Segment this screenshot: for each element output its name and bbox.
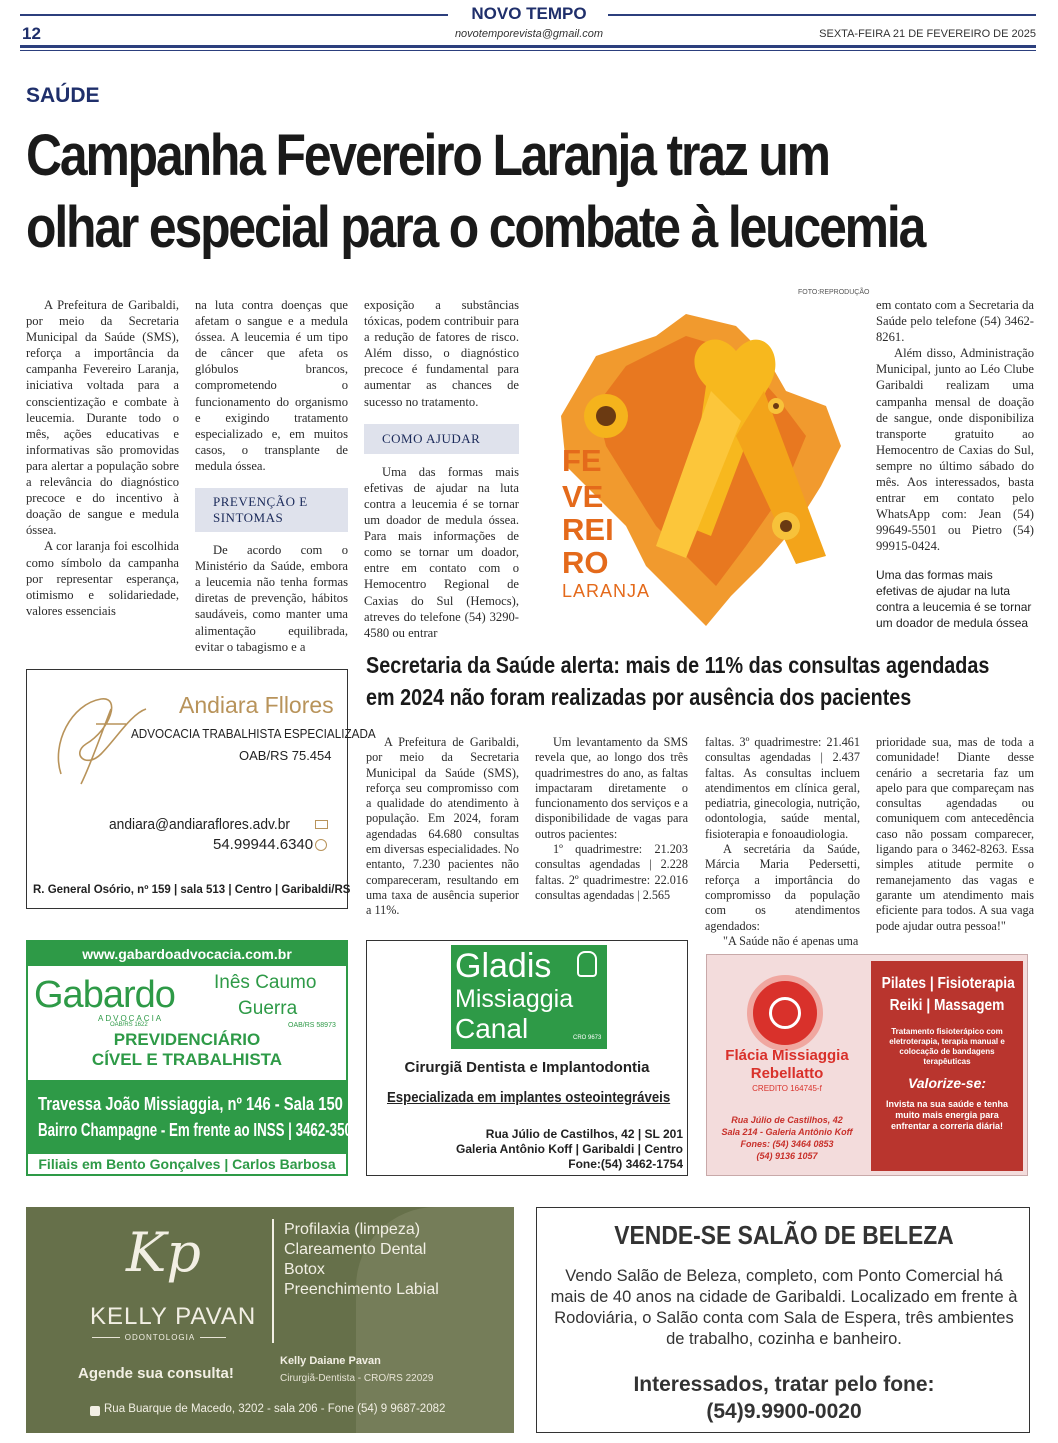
gabardo-branches: Filiais em Bento Gonçalves | Carlos Barbosa (38, 1156, 336, 1172)
gabardo-url: www.gabardoadvocacia.com.br (28, 942, 346, 966)
article2-col3 (705, 735, 860, 949)
gabardo-area-2: CÍVEL E TRABALHISTA (91, 1050, 283, 1069)
andiara-address: R. General Osório, nº 159 | sala 513 | Centro | Garibaldi/RS (33, 884, 351, 896)
paragraph: exposição a substâncias tóxicas, podem contribuir para a redução de fatores de risco. Além disso, o diagnóstico precoce é fundamental para aumentar as chances de sucesso no tratamento. (364, 298, 519, 409)
kp-monogram-icon: Kp (126, 1221, 201, 1284)
article2-col4 (876, 735, 1034, 934)
flacia-services-panel (871, 961, 1023, 1171)
paragraph: A Prefeitura de Garibaldi, por meio da Secretaria Municipal da Saúde (SMS), reforça a importância da campanha Fevereiro Laranja, iniciativa voltada para a conscientização e combate à leucemia. Durante todo o mês, ações educativas e informativas são promovidas para alertar a população sobre a relevância do diagnóstico precoce e do incentivo à doação de sangue e medula óssea. (26, 298, 179, 538)
flacia-address-3: Fones: (54) 3464 0853 (740, 1139, 834, 1149)
gladis-name-3: Canal (455, 1013, 529, 1044)
section-label: SAÚDE (26, 84, 100, 107)
issue-date: SEXTA-FEIRA 21 DE FEVEREIRO DE 2025 (819, 28, 1036, 40)
gladis-name-2: Missiaggia (455, 985, 574, 1013)
salao-cta-1: Interessados, tratar pelo fone: (633, 1373, 935, 1396)
flacia-desc: Tratamento fisioterápico com eletroterapia, terapia manual e colocação de bandagens terapêuticas (889, 1027, 1005, 1066)
paragraph: De acordo com o Ministério da Saúde, embora a leucemia não tenha formas diretas de prevenção, hábitos saudáveis, como manter uma alimentação equilibrada, evitar o tabagismo e a (195, 543, 348, 654)
flacia-address-2: Sala 214 - Galeria Antônio Koff (721, 1127, 853, 1137)
kelly-role: Cirurgiã-Dentista - CRO/RS 22029 (280, 1373, 434, 1384)
flacia-service-2: Reiki | Massagem (889, 997, 1005, 1014)
kelly-brand-sub: ODONTOLOGIA (120, 1333, 200, 1342)
kelly-address: Rua Buarque de Macedo, 3202 - sala 206 - Fone (54) 9 9687-2082 (104, 1403, 446, 1415)
poster-ve: VE (562, 479, 604, 514)
gladis-name-1: Gladis (455, 947, 552, 985)
mail-icon (315, 820, 328, 829)
gladis-title: Cirurgiã Dentista e Implantodontia (404, 1059, 650, 1076)
gabardo-address-2: Bairro Champagne - Em frente ao INSS | 3462-3508 (38, 1120, 360, 1140)
gladis-address-2: Galeria Antônio Koff | Garibaldi | Centro (456, 1142, 683, 1156)
paragraph: Uma das formas mais efetivas de ajudar na luta contra a leucemia é se tornar um doador de medula óssea. Para mais informações de como se tornar um doador, entre em contato com o Hemocentro Regional de Caxias do Sul (Hemocs), atreves do telefone (54) 3290-4580 ou entrar (364, 464, 519, 640)
headline-line-2: olhar especial para o combate à leucemia (26, 195, 925, 260)
gladis-address-3: Fone:(54) 3462-1754 (568, 1157, 683, 1171)
flacia-service-1: Pilates | Fisioterapia (881, 975, 1015, 992)
flacia-valorize: Valorize-se: (907, 1075, 987, 1091)
headline-line-1: Campanha Fevereiro Laranja traz um (26, 123, 829, 188)
paragraph: faltas. 3º quadrimestre: 21.461 consultas agendadas | 2.437 faltas. As consultas incluem atendimentos em clínica geral, pediatria, ginecologia, nutrição, odontologia, saúde mental, fisioterapia e fonoaudiologia. (705, 735, 860, 841)
paragraph: Um levantamento da SMS revela que, ao longo dos três quadrimestres do ano, as faltas impactaram diretamente o funcionamento dos serviços e a disponibilidade de vagas para outros pacientes: (535, 735, 688, 841)
poster-fe: FE (562, 443, 602, 478)
salao-title: VENDE-SE SALÃO DE BELEZA (614, 1220, 954, 1250)
photo-caption: Uma das formas mais efetivas de ajudar na luta contra a leucemia é se tornar um doador de medula óssea (876, 567, 1032, 630)
paragraph: Além disso, Administração Municipal, junto ao Léo Clube Garibaldi realizam uma campanha mensal de doação de sangue, onde disponibiliza transporte gratuito ao Hemocentro de Caxias do Sul, sempre no último sábado do mês. Aos interessados, basta entrar em contato pelo WhatsApp com: Jean (54) 99649-5501 ou Pietro (54) 99915-0424. (876, 346, 1034, 554)
tooth-icon (577, 951, 597, 977)
paper-email: novotemporevista@gmail.com (454, 28, 604, 40)
gabardo-address-1: Travessa João Missiaggia, nº 146 - Sala 150 (38, 1094, 343, 1114)
kelly-service-2: Clareamento Dental (284, 1241, 427, 1258)
gabardo-brand-sub: ADVOCACIA (98, 1014, 164, 1023)
gladis-address-1: Rua Júlio de Castilhos, 42 | SL 201 (485, 1127, 683, 1141)
ad-gladis[interactable] (366, 940, 688, 1176)
paragraph: A Prefeitura de Garibaldi, por meio da Secretaria Municipal da Saúde (SMS), reforça seu compromisso com a qualidade do atendimento à população. Em 2024, foram agendadas 64.680 consultas em diversas especialidades. No entanto, 7.230 pacientes não compareceram, resultando em uma taxa de ausência superior a 11%. (366, 735, 519, 918)
gabardo-area-1: PREVIDENCIÁRIO (113, 1030, 261, 1049)
poster-ro: RO (562, 545, 609, 580)
service-divider (272, 1219, 274, 1343)
article2-headline-2: em 2024 não foram realizadas por ausência dos pacientes (366, 684, 912, 710)
fevereiro-laranja-poster (536, 296, 860, 634)
paragraph: 1º quadrimestre: 21.203 consultas agendadas | 2.228 faltas. 2º quadrimestre: 22.016 consultas agendadas | 2.565 (535, 842, 688, 902)
paragraph: na luta contra doenças que afetam o sangue e a medula óssea. A leucemia é um tipo de câncer que afeta os glóbulos brancos, comprometendo o funcionamento do organismo e exigindo tratamento especializado e, em muitos casos, o transplante de medula óssea. (195, 298, 348, 473)
article1-col4 (876, 297, 1034, 631)
andiara-email: andiara@andiaraflores.adv.br (109, 816, 290, 833)
location-icon (90, 1406, 100, 1416)
subheading-prevencao: PREVENÇÃO E SINTOMAS (195, 488, 348, 532)
andiara-name: Andiara Fllores (179, 692, 334, 718)
salao-body: Vendo Salão de Beleza, completo, com Ponto Comercial há mais de 40 anos na cidade de Garibaldi. Localizado em frente à Rodoviária, o Salão conta com Sala de Espera, três ambientes de trabalho, cozinha e banheiro. (550, 1267, 1018, 1348)
gabardo-person-1: Inês Caumo (214, 972, 317, 993)
flacia-address-4: (54) 9136 1057 (756, 1151, 818, 1161)
ad-flacia[interactable] (706, 954, 1028, 1176)
kelly-brand: KELLY PAVAN (90, 1303, 257, 1330)
photo-credit: FOTO:REPRODUÇÃO (798, 289, 870, 296)
poster-rei: REI (562, 512, 614, 547)
page-number: 12 (22, 24, 41, 43)
flacia-name-2: Rebellatto (750, 1065, 824, 1082)
paragraph: "A Saúde não é apenas uma (723, 933, 859, 948)
subheading-como-ajudar: COMO AJUDAR (364, 424, 519, 454)
article1-col2 (195, 297, 348, 655)
article2-headline-1: Secretaria da Saúde alerta: mais de 11% das consultas agendadas (366, 652, 990, 678)
kelly-service-1: Profilaxia (limpeza) (284, 1221, 421, 1238)
paragraph: em contato com a Secretaria da Saúde pelo telefone (54) 3462-8261. (876, 298, 1034, 345)
article2-col2 (535, 735, 688, 903)
kelly-cta: Agende sua consulta! (78, 1365, 234, 1382)
paragraph: A secretária da Saúde, Márcia Maria Pedersetti, reforça a importância do compromisso da população com os atendimentos agendados: (705, 842, 860, 933)
gabardo-address-bar (28, 1080, 360, 1154)
andiara-phone: 54.99944.6340 (213, 836, 314, 853)
andiara-subtitle: ADVOCACIA TRABALHISTA ESPECIALIZADA (131, 726, 376, 741)
andiara-oab: OAB/RS 75.454 (239, 748, 332, 763)
article1-col1 (26, 297, 179, 619)
article1-col3 (364, 297, 519, 641)
gabardo-brand: Gabardo (34, 974, 175, 1016)
kelly-service-4: Preenchimento Labial (284, 1281, 439, 1298)
gladis-cro: CRO 9673 (573, 1035, 602, 1041)
kelly-service-3: Botox (284, 1261, 325, 1278)
article2-col1 (366, 735, 519, 919)
flacia-address-1: Rua Júlio de Castilhos, 42 (731, 1115, 843, 1125)
gabardo-brand-oab: OAB/RS 1622 (110, 1022, 148, 1028)
flacia-logo-inner (769, 997, 801, 1029)
paper-name: NOVO TEMPO (471, 4, 587, 23)
gabardo-person-2: Guerra (238, 998, 298, 1019)
ad-gabardo[interactable] (26, 940, 360, 1176)
kelly-person: Kelly Daiane Pavan (280, 1355, 381, 1367)
ad-andiara[interactable] (26, 669, 376, 909)
flacia-name-1: Flácia Missiaggia (725, 1047, 849, 1064)
whatsapp-icon (315, 839, 327, 851)
poster-laranja: LARANJA (562, 581, 651, 601)
ad-salao[interactable] (536, 1207, 1030, 1433)
gladis-spec: Especializada em implantes osteointegráveis (387, 1089, 671, 1106)
ad-kelly[interactable] (26, 1207, 514, 1433)
paragraph: prioridade sua, mas de toda a comunidade! Diante desse cenário a secretaria faz um apelo para que compareçam nas consultas agendadas ou comuniquem com antecedência caso não possam comparecer, ligando para o 3462-8263. Essa simples atitude permite o remanejamento das vagas e garante um atendimento mais eficiente para todos. A sua vaga pode ajudar outra pessoa!" (876, 735, 1034, 933)
flacia-valorize-text: Invista na sua saúde e tenha muito mais energia para enfrentar a correria diária! (885, 1099, 1009, 1131)
salao-cta-2: (54)9.9900-0020 (706, 1400, 862, 1423)
paragraph: A cor laranja foi escolhida como símbolo da campanha por representar esperança, otimismo e solidariedade, valores essenciais (26, 539, 179, 618)
gabardo-person-oab: OAB/RS 58973 (288, 1022, 336, 1029)
flacia-credito: CREDITO 164745-f (752, 1084, 822, 1093)
